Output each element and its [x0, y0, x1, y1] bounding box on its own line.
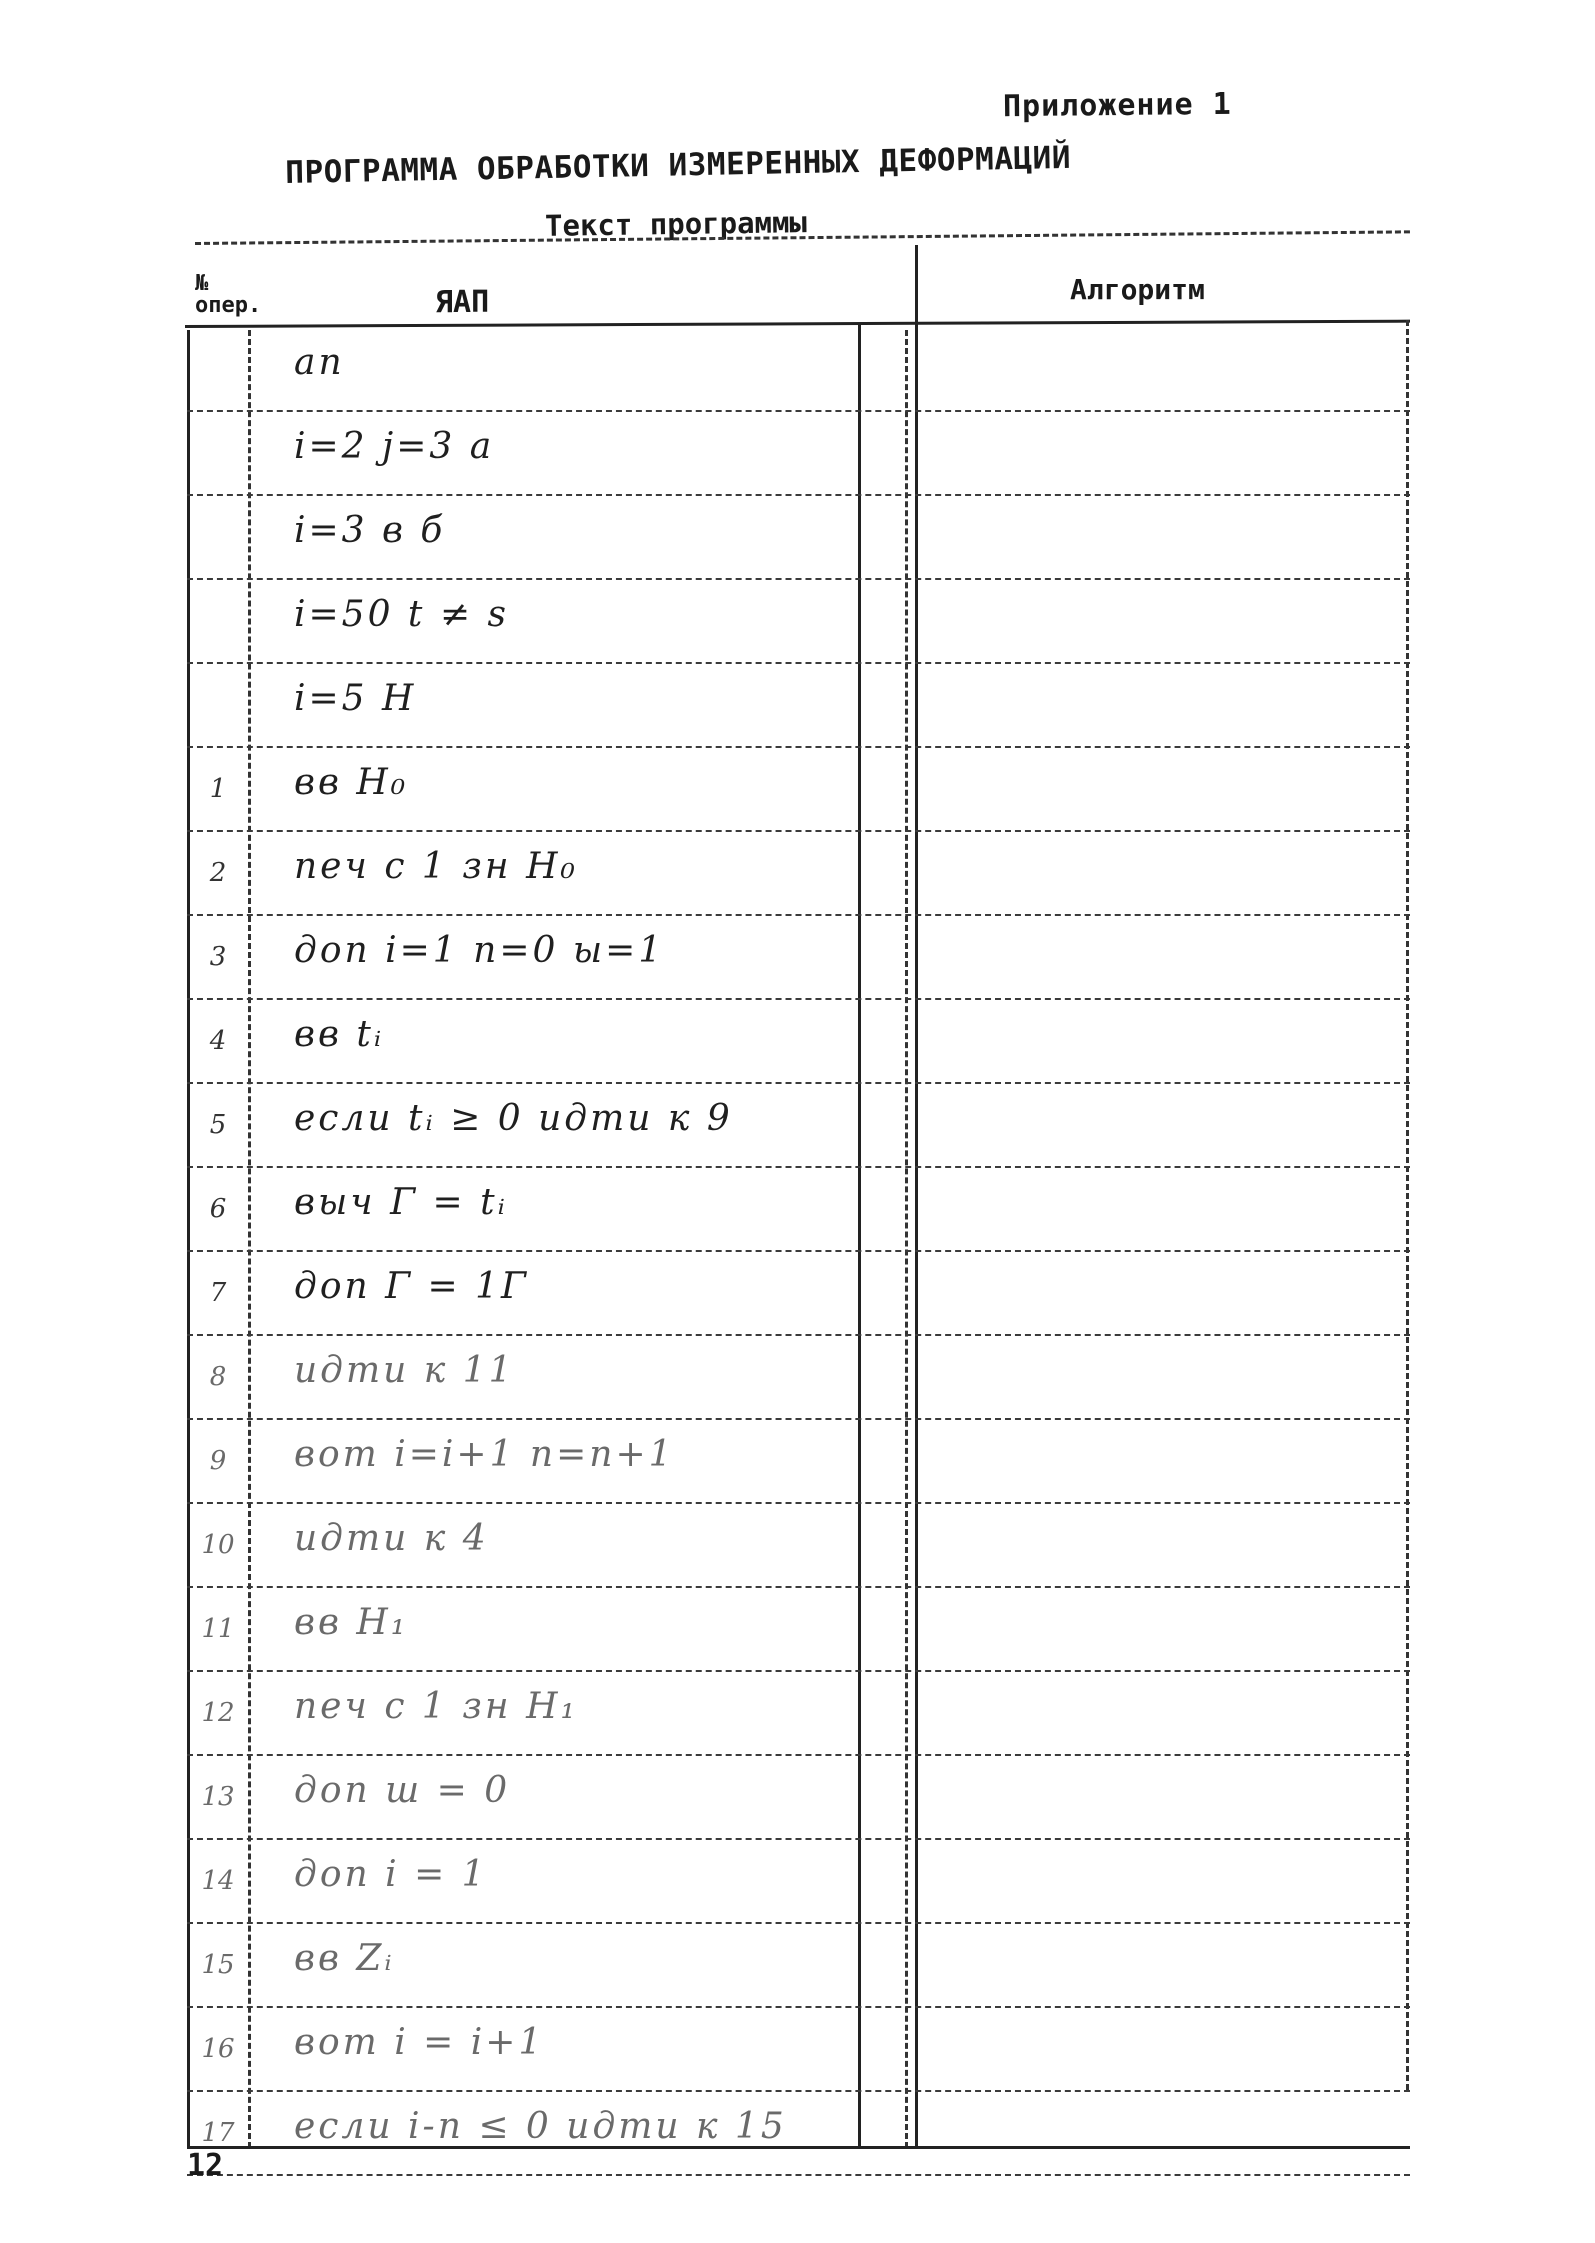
operation-code: вв H₀	[294, 762, 409, 803]
operation-code: доп Γ = 1Γ	[294, 1266, 530, 1307]
operation-number: 7	[209, 1278, 227, 1308]
operation-code: доп ш = 0	[294, 1770, 511, 1811]
page-subtitle: Текст программы	[544, 205, 808, 243]
operation-code: если tᵢ ≥ 0 идти к 9	[294, 1098, 733, 1139]
operation-code: если i-n ≤ 0 идти к 15	[294, 2106, 787, 2147]
operation-number: 3	[209, 942, 227, 972]
header-yap: ЯАП	[435, 285, 490, 320]
table-row	[187, 1756, 1410, 1840]
table-row	[187, 580, 1410, 664]
table-row	[187, 2008, 1410, 2092]
operation-number: 2	[209, 858, 227, 888]
operation-code: ап	[294, 342, 345, 383]
operation-number: 14	[201, 1866, 235, 1896]
operation-number: 10	[201, 1530, 235, 1560]
table-row	[187, 832, 1410, 916]
table-row	[187, 1084, 1410, 1168]
operation-number: 8	[209, 1362, 227, 1392]
operation-number: 15	[201, 1950, 235, 1980]
operation-code: печ c 1 зн H₀	[294, 846, 578, 887]
table-row	[187, 748, 1410, 832]
table-row	[187, 664, 1410, 748]
table-row	[187, 1000, 1410, 1084]
operation-code: вв H₁	[294, 1602, 409, 1643]
table-row	[187, 1252, 1410, 1336]
operation-code: вв tᵢ	[294, 1014, 385, 1055]
operation-code: вот i=i+1 n=n+1	[294, 1434, 675, 1475]
table-row	[187, 2092, 1410, 2176]
table-row	[187, 328, 1410, 412]
table-row	[187, 1924, 1410, 2008]
bottom-rule	[187, 2146, 1410, 2149]
header-number: № опер.	[195, 271, 262, 318]
table-row	[187, 916, 1410, 1000]
table-row	[187, 1504, 1410, 1588]
operation-number: 1	[209, 774, 227, 804]
operation-code: вв Zᵢ	[294, 1938, 395, 1979]
operation-number: 12	[201, 1698, 235, 1728]
operation-code: доп i = 1	[294, 1854, 488, 1895]
operation-code: вот i = i+1	[294, 2022, 545, 2063]
operation-number: 13	[201, 1782, 235, 1812]
operation-code: i=3 в б	[294, 510, 446, 551]
table-row	[187, 1336, 1410, 1420]
operation-number: 6	[209, 1194, 227, 1224]
operation-number: 4	[209, 1026, 227, 1056]
operation-number: 9	[209, 1446, 227, 1476]
appendix-label: Приложение 1	[1002, 86, 1232, 125]
table-row	[187, 496, 1410, 580]
table-row	[187, 1588, 1410, 1672]
table-row	[187, 1672, 1410, 1756]
operation-code: печ c 1 зн H₁	[294, 1686, 578, 1727]
header-algorithm: Алгоритм	[1070, 273, 1205, 306]
operation-code: доп i=1 n=0 ы=1	[294, 930, 665, 971]
operation-code: i=5 H	[294, 678, 417, 719]
operation-code: идти к 4	[294, 1518, 489, 1559]
program-table	[187, 328, 1410, 2176]
page-number: 12	[187, 2148, 224, 2183]
operation-number: 17	[201, 2118, 235, 2148]
table-row	[187, 1840, 1410, 1924]
table-row	[187, 412, 1410, 496]
operation-code: i=50 t ≠ s	[294, 594, 509, 635]
table-row	[187, 1420, 1410, 1504]
table-header	[185, 245, 1410, 328]
table-row	[187, 1168, 1410, 1252]
operation-number: 16	[201, 2034, 235, 2064]
operation-code: идти к 11	[294, 1350, 515, 1391]
operation-number: 5	[209, 1110, 227, 1140]
operation-number: 11	[201, 1614, 235, 1644]
page-title: ПРОГРАММА ОБРАБОТКИ ИЗМЕРЕННЫХ ДЕФОРМАЦИЙ	[285, 139, 1072, 191]
operation-code: i=2 j=3 a	[294, 426, 495, 467]
operation-code: выч Γ = tᵢ	[294, 1182, 508, 1223]
